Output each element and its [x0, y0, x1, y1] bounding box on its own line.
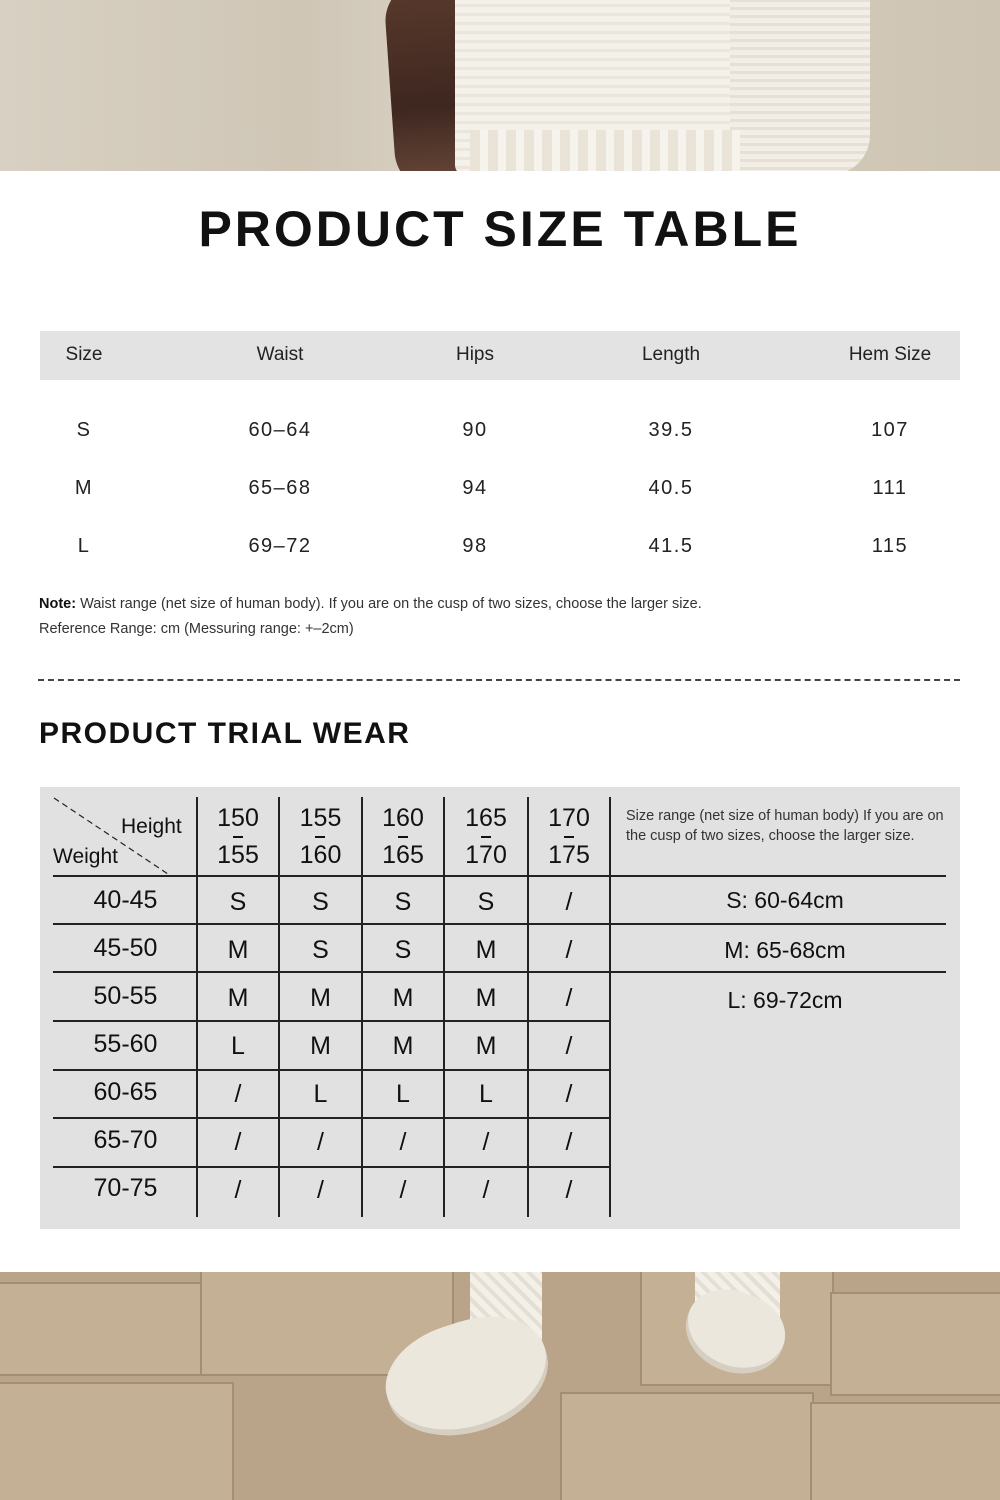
- trial-cell: S: [394, 936, 412, 964]
- height-col-4: 165 170: [444, 800, 528, 874]
- range-l: L: 69-72cm: [727, 987, 843, 1013]
- trial-cell: /: [317, 1176, 324, 1204]
- size-row-l-waist: 69–72: [248, 535, 312, 557]
- range-m: M: 65-68cm: [724, 937, 846, 963]
- trial-cell: S: [312, 936, 329, 964]
- trial-cell: /: [482, 1128, 490, 1156]
- trial-cell: M: [227, 984, 249, 1012]
- size-row-s-hem: 107: [871, 419, 909, 441]
- header-hem-size: Hem Size: [848, 344, 932, 365]
- height-col-5: 170 175: [528, 800, 610, 874]
- floor-tile: [830, 1292, 1000, 1396]
- trial-cell: /: [565, 888, 573, 916]
- trial-cell: M: [227, 936, 249, 964]
- size-row-l-hips: 98: [462, 535, 488, 557]
- trial-cell: /: [234, 1128, 242, 1156]
- trial-cell: M: [475, 1032, 497, 1060]
- weight-row-5: 60-65: [93, 1078, 158, 1106]
- note-label: Note:: [39, 596, 77, 612]
- corner-weight-label: Weight: [53, 845, 118, 868]
- size-row-l-length: 41.5: [648, 535, 694, 557]
- header-waist: Waist: [256, 344, 304, 365]
- weight-row-3: 50-55: [93, 982, 158, 1010]
- trial-cell: /: [482, 1176, 490, 1204]
- section-divider: [38, 679, 960, 681]
- model-skirt: [470, 130, 740, 171]
- size-row-m-size: M: [74, 477, 94, 499]
- trial-cell: /: [234, 1176, 242, 1204]
- grid-hline: [53, 971, 946, 973]
- trial-cell: L: [396, 1080, 410, 1108]
- trial-cell: S: [394, 888, 412, 916]
- weight-row-4: 55-60: [93, 1030, 158, 1058]
- weight-row-7: 70-75: [93, 1174, 158, 1202]
- size-row-m-hips: 94: [462, 477, 488, 499]
- size-row-l-size: L: [77, 535, 91, 557]
- reference-range: Reference Range: cm (Messuring range: +–2cm): [39, 621, 354, 637]
- note-text: Waist range (net size of human body). If you are on the cusp of two sizes, choose the larger size.: [80, 596, 702, 612]
- floor-tile: [810, 1402, 1000, 1500]
- trial-cell: M: [310, 984, 331, 1012]
- trial-cell: M: [392, 1032, 414, 1060]
- height-col-2: 155 160: [279, 800, 362, 874]
- grid-hline: [53, 1020, 610, 1022]
- size-row-m-length: 40.5: [648, 477, 694, 499]
- weight-row-2: 45-50: [93, 934, 158, 962]
- trial-cell: /: [317, 1128, 324, 1156]
- floor-tile: [560, 1392, 814, 1500]
- height-col-3: 160 165: [362, 800, 444, 874]
- trial-cell: /: [399, 1176, 407, 1204]
- weight-row-6: 65-70: [93, 1126, 158, 1154]
- trial-cell: M: [475, 984, 497, 1012]
- range-s: S: 60-64cm: [726, 887, 844, 913]
- trial-note: Size range (net size of human body) If you are on the cusp of two sizes, choose the larger size.: [626, 808, 944, 844]
- weight-row-1: 40-45: [93, 886, 158, 914]
- trial-cell: /: [565, 984, 573, 1012]
- trial-cell: /: [399, 1128, 407, 1156]
- size-row-s-length: 39.5: [648, 419, 694, 441]
- size-row-m-waist: 65–68: [248, 477, 312, 499]
- trial-cell: S: [312, 888, 329, 916]
- trial-cell: /: [565, 1128, 573, 1156]
- trial-cell: L: [479, 1080, 493, 1108]
- trial-cell: /: [565, 1032, 573, 1060]
- trial-cell: /: [565, 936, 573, 964]
- header-size: Size: [65, 344, 103, 365]
- trial-cell: S: [477, 888, 495, 916]
- size-row-s-hips: 90: [462, 419, 488, 441]
- grid-hline: [53, 1069, 610, 1071]
- trial-cell: /: [565, 1080, 573, 1108]
- model-sleeve: [730, 0, 870, 171]
- grid-hline: [53, 923, 946, 925]
- height-col-1: 150 155: [197, 800, 279, 874]
- page-title: PRODUCT SIZE TABLE: [198, 201, 802, 257]
- floor-tile: [0, 1282, 204, 1376]
- size-row-s-size: S: [76, 419, 92, 441]
- size-row-l-hem: 115: [871, 535, 909, 557]
- trial-cell: M: [310, 1032, 331, 1060]
- grid-hline: [53, 875, 946, 877]
- header-length: Length: [641, 344, 701, 365]
- trial-cell: M: [392, 984, 414, 1012]
- trial-cell: S: [229, 888, 247, 916]
- grid-hline: [53, 1117, 610, 1119]
- size-row-s-waist: 60–64: [248, 419, 312, 441]
- trial-cell: M: [475, 936, 497, 964]
- floor-tile: [0, 1382, 234, 1500]
- trial-cell: L: [231, 1032, 245, 1060]
- size-row-m-hem: 111: [872, 477, 908, 499]
- top-product-photo: [0, 0, 1000, 171]
- trial-cell: /: [565, 1176, 573, 1204]
- trial-cell: L: [313, 1080, 328, 1108]
- trial-cell: /: [234, 1080, 242, 1108]
- header-hips: Hips: [455, 344, 494, 365]
- bottom-product-photo: [0, 1272, 1000, 1500]
- size-note: [39, 596, 702, 612]
- grid-hline: [53, 1166, 610, 1168]
- trial-wear-title: PRODUCT TRIAL WEAR: [39, 717, 411, 750]
- corner-height-label: Height: [121, 815, 182, 838]
